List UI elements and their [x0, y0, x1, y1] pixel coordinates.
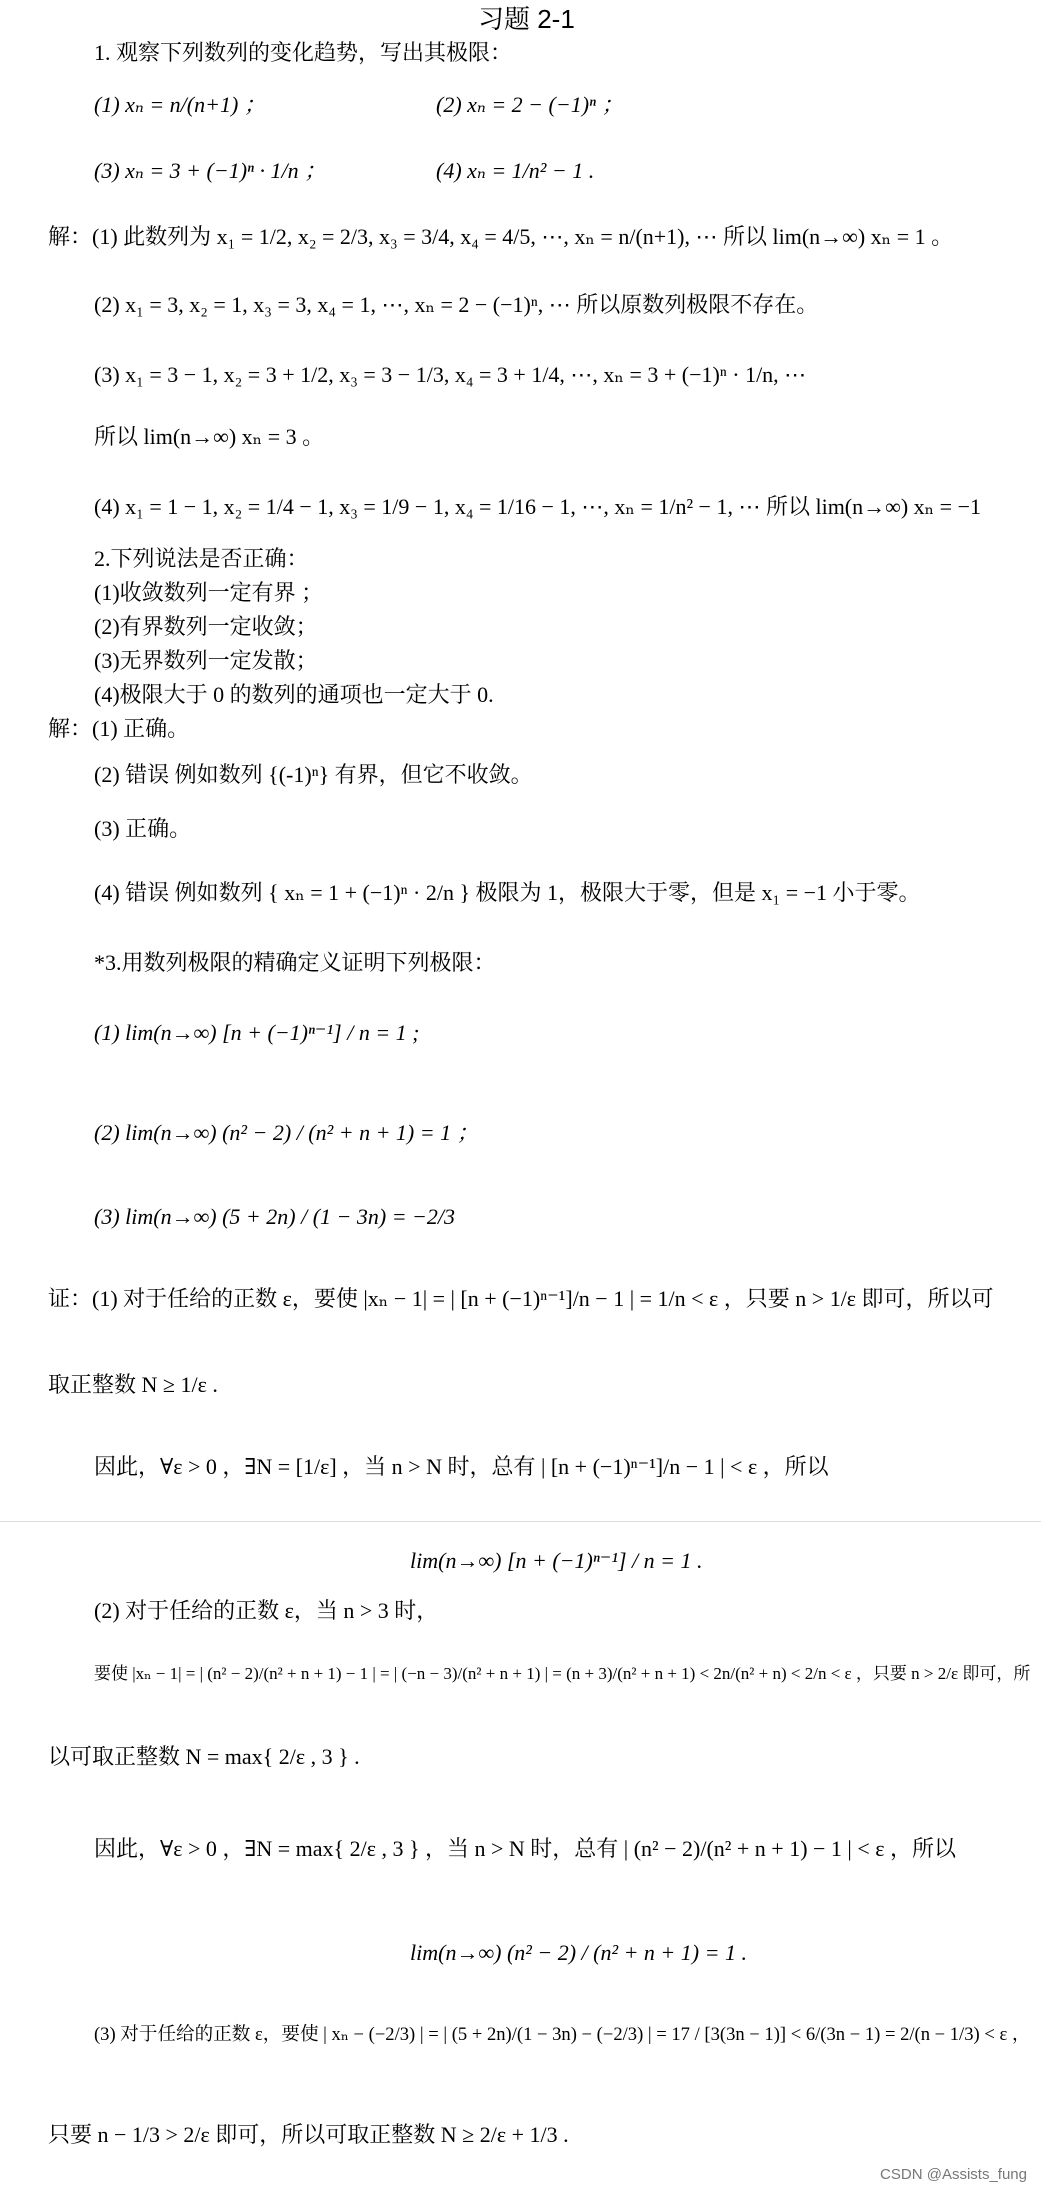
- q2-prompt: 2.下列说法是否正确：: [94, 546, 309, 571]
- proof-3-line-1: (3) 对于任给的正数 ε，要使 | xₙ − (−2/3) | = | (5 + 2n)/(1 − 3n) − (−2/3) | = 17 / [3(3n − 1)] < 6/(3n − 1) = 2/(n − 1/3) < ε ，: [94, 2024, 1031, 2045]
- proof-2-conclusion: lim(n→∞) (n² − 2) / (n² + n + 1) = 1 .: [410, 1940, 747, 1965]
- q1-solution-3-conclusion: 所以 lim(n→∞) xₙ = 3 。: [94, 424, 325, 449]
- q3-item-1: (1) lim(n→∞) [n + (−1)ⁿ⁻¹] / n = 1 ;: [94, 1020, 420, 1045]
- q2-answer-3: (3) 正确。: [94, 816, 192, 841]
- proof-3-line-2: 只要 n − 1/3 > 2/ε 即可，所以可取正整数 N ≥ 2/ε + 1/3 .: [48, 2122, 569, 2147]
- page-title: 习题 2-1: [478, 4, 575, 34]
- proof-1-conclusion: lim(n→∞) [n + (−1)ⁿ⁻¹] / n = 1 .: [410, 1548, 703, 1573]
- q3-item-2: (2) lim(n→∞) (n² − 2) / (n² + n + 1) = 1 ；: [94, 1120, 479, 1145]
- page-divider: [0, 1521, 1041, 1522]
- q2-item-2: (2)有界数列一定收敛；: [94, 614, 318, 639]
- q1-item-1: (1) xₙ = n/(n+1) ；: [94, 92, 266, 117]
- q1-solution-1: 解：(1) 此数列为 x₁ = 1/2, x₂ = 2/3, x₃ = 3/4, x₄ = 4/5, ⋯, xₙ = n/(n+1), ⋯ 所以 lim(n→∞) xₙ = 1 。: [48, 224, 954, 249]
- q1-solution-2: (2) x₁ = 3, x₂ = 1, x₃ = 3, x₄ = 1, ⋯, xₙ = 2 − (−1)ⁿ, ⋯ 所以原数列极限不存在。: [94, 292, 819, 317]
- proof-1-line-1: 证：(1) 对于任给的正数 ε，要使 |xₙ − 1| = | [n + (−1)ⁿ⁻¹]/n − 1 | = 1/n < ε ，只要 n > 1/ε 即可，所以可: [48, 1286, 994, 1311]
- proof-1-line-2: 取正整数 N ≥ 1/ε .: [48, 1372, 218, 1397]
- q3-prompt: *3.用数列极限的精确定义证明下列极限：: [94, 950, 496, 975]
- q1-item-2: (2) xₙ = 2 − (−1)ⁿ ；: [436, 92, 624, 117]
- q1-solution-3: (3) x₁ = 3 − 1, x₂ = 3 + 1/2, x₃ = 3 − 1/3, x₄ = 3 + 1/4, ⋯, xₙ = 3 + (−1)ⁿ · 1/n, ⋯: [94, 362, 807, 387]
- q2-answer-2: (2) 错误 例如数列 {(-1)ⁿ} 有界，但它不收敛。: [94, 762, 533, 787]
- q2-answer-4: (4) 错误 例如数列 { xₙ = 1 + (−1)ⁿ · 2/n } 极限为 1，极限大于零，但是 x₁ = −1 小于零。: [94, 880, 921, 905]
- q1-item-4: (4) xₙ = 1/n² − 1 .: [436, 158, 595, 183]
- q3-item-3: (3) lim(n→∞) (5 + 2n) / (1 − 3n) = −2/3: [94, 1204, 456, 1229]
- proof-2-line-4: 因此，∀ε > 0 ，∃N = max{ 2/ε , 3 } ，当 n > N 时，总有 | (n² − 2)/(n² + n + 1) − 1 | < ε ，所以: [94, 1836, 956, 1861]
- q2-item-1: (1)收敛数列一定有界 ；: [94, 580, 324, 605]
- watermark: CSDN @Assists_fung: [880, 2166, 1027, 2183]
- q2-answer-1: 解：(1) 正确。: [48, 716, 190, 741]
- proof-2-line-1: (2) 对于任给的正数 ε，当 n > 3 时，: [94, 1598, 439, 1623]
- q1-solution-4: (4) x₁ = 1 − 1, x₂ = 1/4 − 1, x₃ = 1/9 − 1, x₄ = 1/16 − 1, ⋯, xₙ = 1/n² − 1, ⋯ 所以 lim(n→∞) xₙ = −1: [94, 494, 981, 519]
- q2-item-3: (3)无界数列一定发散；: [94, 648, 318, 673]
- q1-prompt: 1. 观察下列数列的变化趋势，写出其极限：: [94, 40, 513, 65]
- proof-1-line-3: 因此，∀ε > 0 ，∃N = [1/ε] ，当 n > N 时，总有 | [n + (−1)ⁿ⁻¹]/n − 1 | < ε ，所以: [94, 1454, 829, 1479]
- q2-item-4: (4)极限大于 0 的数列的通项也一定大于 0.: [94, 682, 494, 707]
- proof-2-line-2: 要使 |xₙ − 1| = | (n² − 2)/(n² + n + 1) − 1 | = | (−n − 3)/(n² + n + 1) | = (n + 3)/(n² + n + 1) < 2n/(n² + n) < 2/n < ε ，只要 n > 2/ε 即可，所: [94, 1664, 1031, 1683]
- q1-item-3: (3) xₙ = 3 + (−1)ⁿ · 1/n ；: [94, 158, 327, 183]
- proof-2-line-3: 以可取正整数 N = max{ 2/ε , 3 } .: [48, 1744, 360, 1769]
